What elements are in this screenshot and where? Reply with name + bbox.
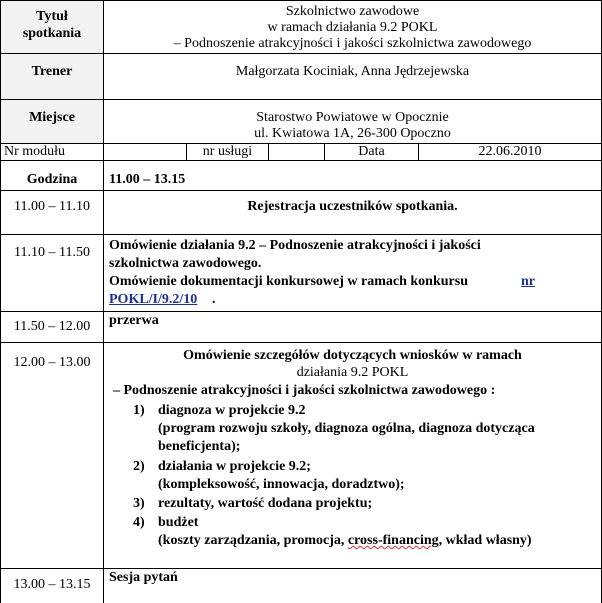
agenda-text: Sesja pytań bbox=[109, 570, 178, 585]
table-rule bbox=[268, 143, 269, 160]
date-label: Data bbox=[358, 144, 385, 159]
agenda-text: przerwa bbox=[109, 313, 159, 328]
table-rule bbox=[103, 0, 104, 603]
table-rule bbox=[0, 342, 602, 343]
title-line-2: w ramach działania 9.2 POKL bbox=[267, 20, 438, 35]
place-line-2: ul. Kwiatowa 1A, 26-300 Opoczno bbox=[254, 126, 451, 141]
list-number: 1) bbox=[133, 403, 145, 418]
agenda-text: Omówienie dokumentacji konkursowej w ramach konkursu bbox=[109, 274, 468, 289]
table-rule bbox=[0, 53, 602, 54]
list-detail-part: (koszty zarządzania, promocja, bbox=[158, 533, 348, 548]
agenda-time: 12.00 – 13.00 bbox=[13, 355, 91, 370]
module-label: Nr modułu bbox=[4, 144, 66, 159]
table-rule bbox=[0, 234, 602, 235]
table-rule bbox=[0, 0, 1, 603]
list-detail-part: , wkład własny) bbox=[438, 533, 532, 548]
table-rule bbox=[0, 99, 602, 100]
table-rule bbox=[0, 311, 602, 312]
list-detail: (kompleksowość, innowacja, doradztwo); bbox=[158, 477, 405, 492]
spellcheck-marked-word: cross-financing bbox=[347, 533, 439, 548]
list-number: 2) bbox=[133, 459, 145, 474]
hours-value: 11.00 – 13.15 bbox=[109, 172, 186, 187]
agenda-heading: działania 9.2 POKL bbox=[296, 365, 409, 380]
place-line-1: Starostwo Powiatowe w Opocznie bbox=[256, 110, 449, 125]
list-number: 4) bbox=[133, 515, 145, 530]
agenda-text: Rejestracja uczestników spotkania. bbox=[247, 199, 458, 214]
list-title: działania w projekcie 9.2; bbox=[158, 459, 311, 474]
list-detail: (program rozwoju szkoły, diagnoza ogólna, diagnoza dotycząca bbox=[158, 421, 535, 436]
date-value: 22.06.2010 bbox=[478, 144, 542, 159]
agenda-text: . bbox=[212, 292, 216, 307]
trainer-label: Trener bbox=[31, 64, 73, 79]
table-rule bbox=[0, 160, 602, 161]
table-rule bbox=[0, 568, 602, 569]
agenda-time: 11.00 – 11.10 bbox=[14, 199, 90, 214]
service-label: nr usługi bbox=[202, 144, 253, 159]
list-detail bbox=[158, 533, 532, 549]
agenda-time: 11.10 – 11.50 bbox=[14, 245, 90, 260]
place-label: Miejsce bbox=[29, 110, 75, 125]
contest-link[interactable]: POKL/I/9.2/10 bbox=[109, 292, 198, 307]
trainer-value: Małgorzata Kociniak, Anna Jędrzejewska bbox=[235, 64, 470, 79]
hours-label: Godzina bbox=[26, 172, 78, 187]
title-line-1: Szkolnictwo zawodowe bbox=[285, 4, 420, 19]
list-number: 3) bbox=[133, 496, 145, 511]
agenda-text: szkolnictwa zawodowego. bbox=[109, 256, 262, 271]
list-title: diagnoza w projekcie 9.2 bbox=[158, 403, 306, 418]
table-rule bbox=[0, 0, 602, 1]
list-detail: beneficjenta); bbox=[158, 439, 241, 454]
title-line-3: – Podnoszenie atrakcyjności i jakości szkolnictwa zawodowego bbox=[173, 36, 532, 51]
list-title: rezultaty, wartość dodana projektu; bbox=[158, 496, 373, 511]
agenda-text: Omówienie działania 9.2 – Podnoszenie atrakcyjności i jakości bbox=[109, 238, 481, 253]
contest-link[interactable]: nr bbox=[521, 274, 535, 289]
agenda-time: 11.50 – 12.00 bbox=[13, 319, 91, 334]
agenda-time: 13.00 – 13.15 bbox=[13, 577, 91, 592]
list-title: budżet bbox=[158, 515, 199, 530]
title-label: Tytuł spotkania bbox=[22, 9, 82, 41]
agenda-heading: Omówienie szczegółów dotyczących wniosków w ramach bbox=[183, 348, 522, 363]
table-rule bbox=[0, 190, 602, 191]
agenda-intro: – Podnoszenie atrakcyjności i jakości szkolnictwa zawodowego : bbox=[113, 383, 496, 398]
